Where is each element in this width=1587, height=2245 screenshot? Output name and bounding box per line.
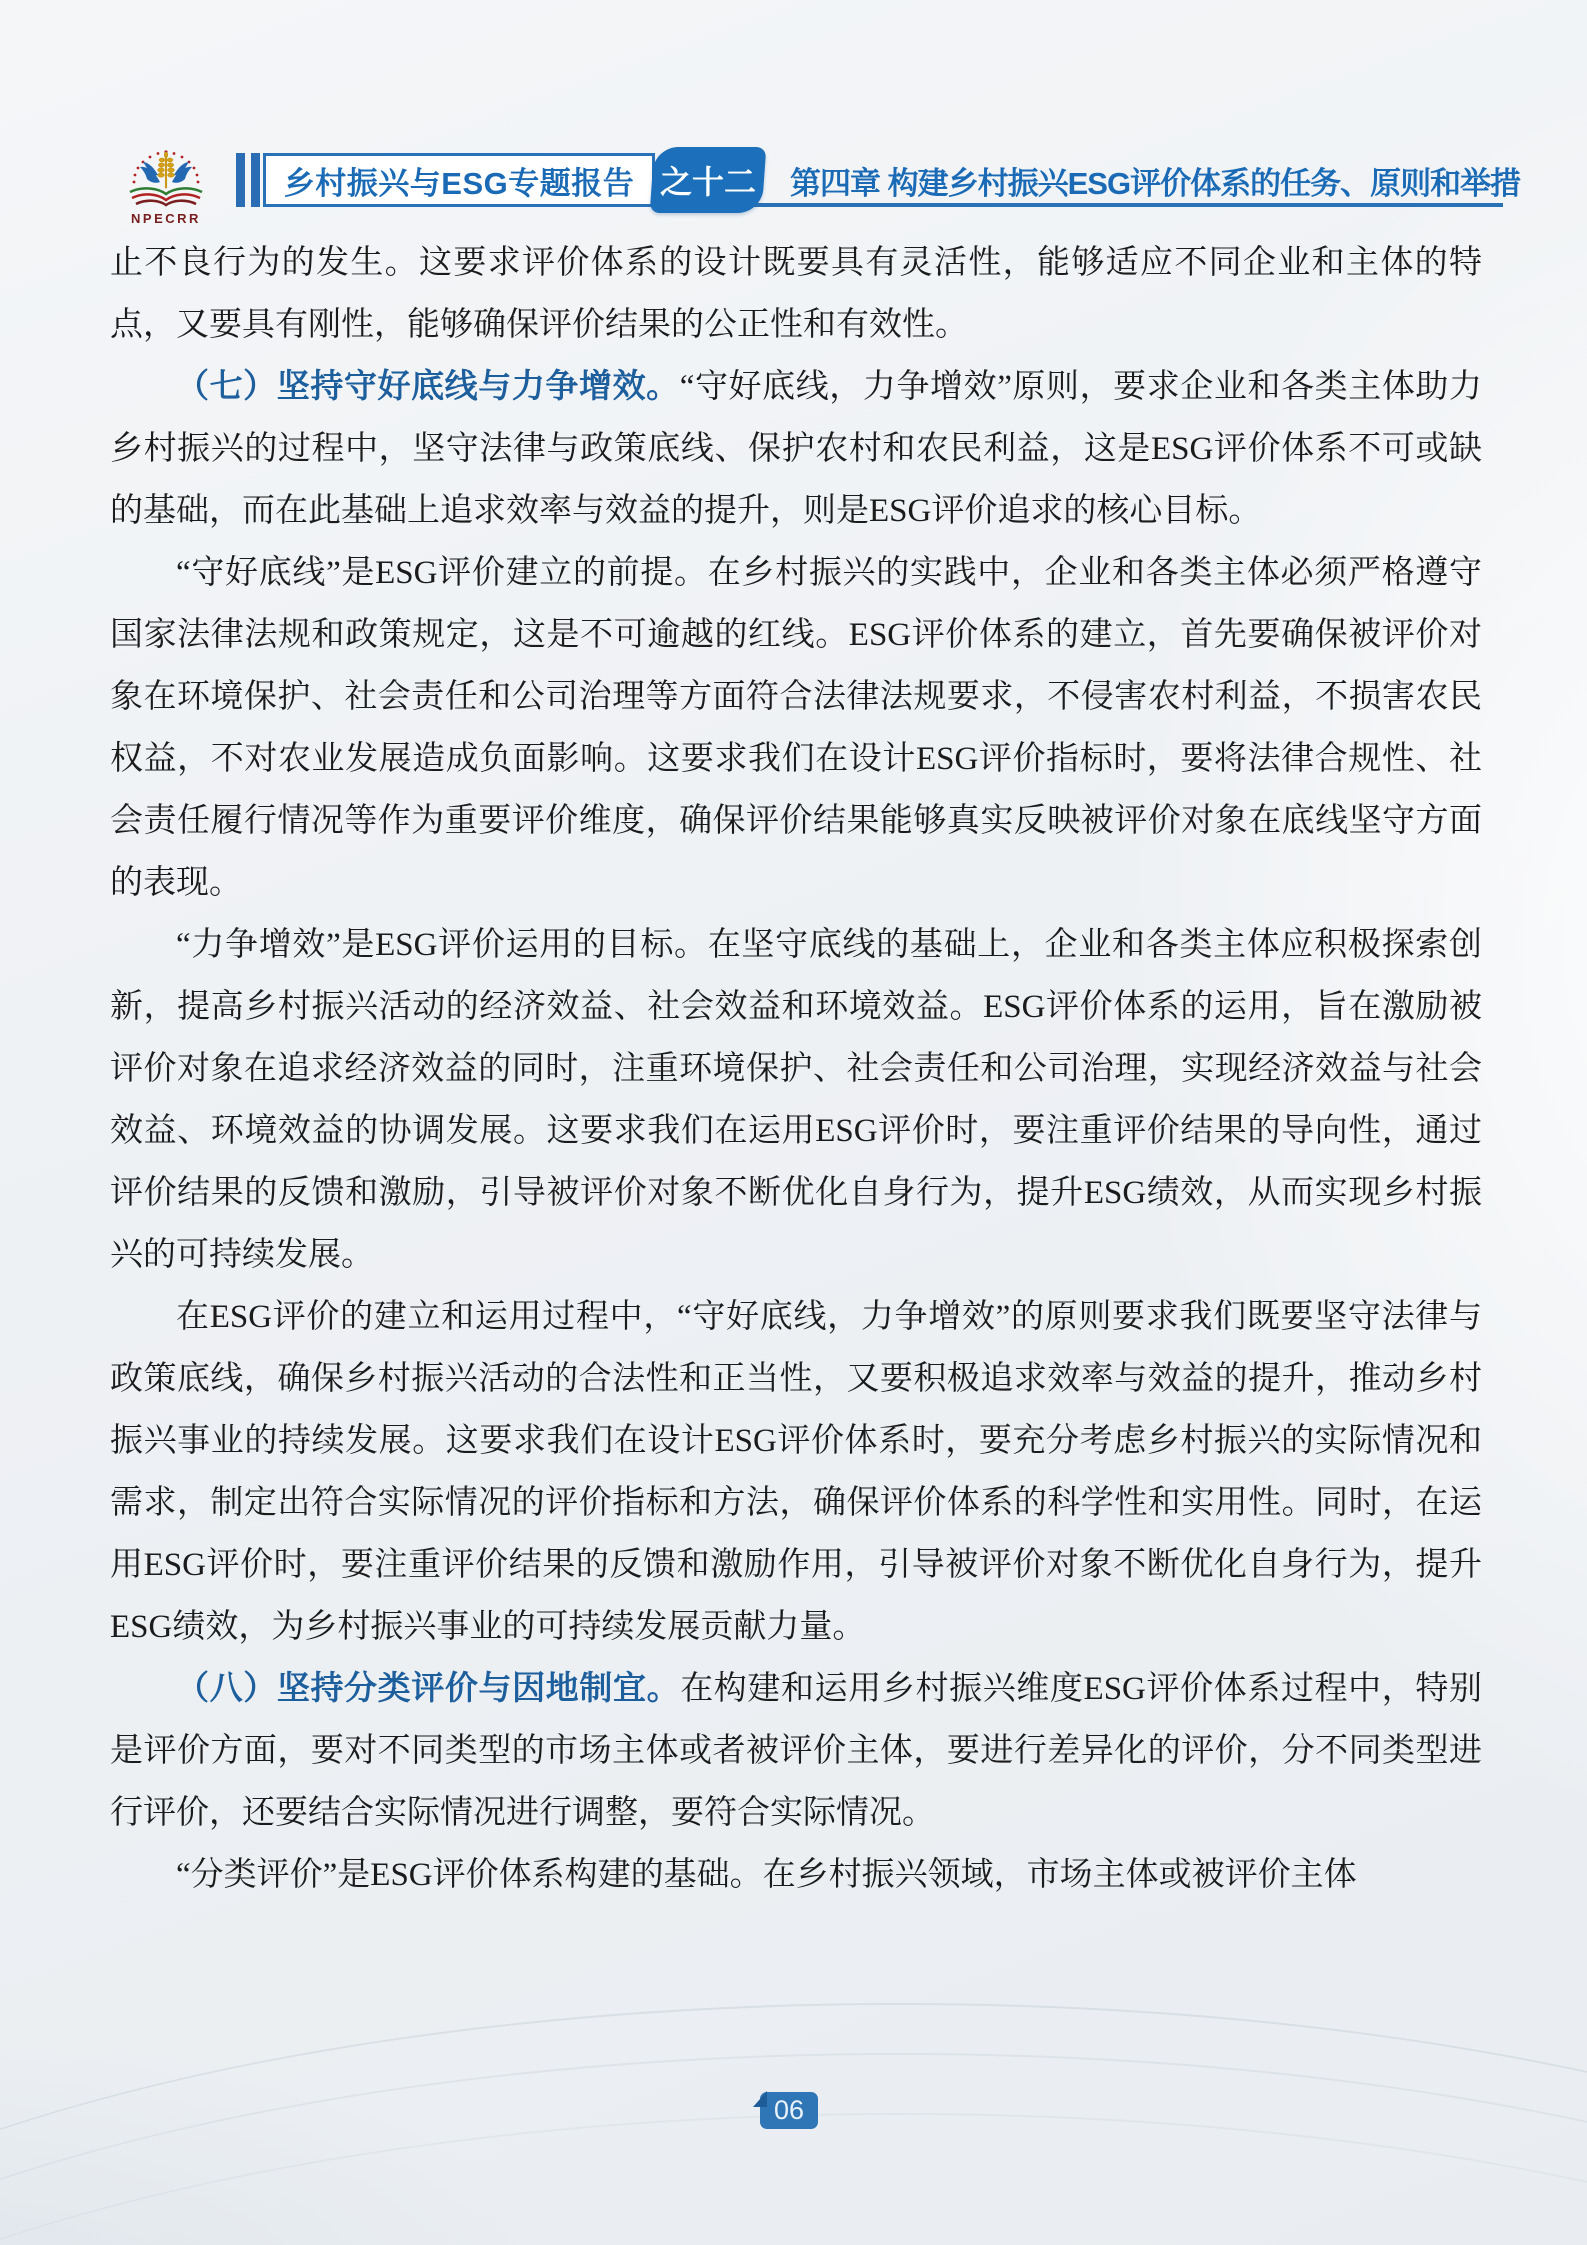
- paragraph: [110, 1844, 1482, 1906]
- body-segment: 在ESG评价的建立和运用过程中，“守好底线，力争增效”的原则要求我们既要坚守法律与政策底线，确保乡村振兴活动的合法性和正当性，又要积极追求效率与效益的提升，推动乡村振兴事业的持续发展。这要求我们在设计ESG评价体系时，要充分考虑乡村振兴的实际情况和需求，制定出符合实际情况的评价指标和方法，确保评价体系的科学性和实用性。同时，在运用ESG评价时，要注重评价结果的反馈和激励作用，引导被评价对象不断优化自身行为，提升ESG绩效，为乡村振兴事业的可持续发展贡献力量。: [110, 1299, 1482, 1645]
- page-number: 06: [773, 2095, 805, 2125]
- body-segment: “分类评价”是ESG评价体系构建的基础。在乡村振兴领域，市场主体或被评价主体: [176, 1857, 1357, 1893]
- body-segment: “守好底线，力争增效”原则，要求企业和各类主体助力乡村振兴的过程中，坚守法律与政策底线、保护农村和农民利益，这是ESG评价体系不可或缺的基础，而在此基础上追求效率与效益的提升，则是ESG评价追求的核心目标。: [110, 369, 1482, 529]
- issue-badge-label: 之十二: [659, 164, 756, 200]
- paragraph: [110, 232, 1482, 356]
- decorative-wave: [0, 2053, 1587, 2245]
- body-segment: 在构建和运用乡村振兴维度ESG评价体系过程中，特别是评价方面，要对不同类型的市场主体或者被评价主体，要进行差异化的评价，分不同类型进行评价，还要结合实际情况进行调整，要符合实际情况。: [110, 1671, 1483, 1831]
- npecrr-logo-icon: [116, 148, 216, 232]
- body-segment: “守好底线”是ESG评价建立的前提。在乡村振兴的实践中，企业和各类主体必须严格遵守国家法律法规和政策规定，这是不可逾越的红线。ESG评价体系的建立，首先要确保被评价对象在环境保护、社会责任和公司治理等方面符合法律法规要求，不侵害农村利益，不损害农民权益，不对农业发展造成负面影响。这要求我们在设计ESG评价指标时，要将法律合规性、社会责任履行情况等作为重要评价维度，确保评价结果能够真实反映被评价对象在底线坚守方面的表现。: [110, 555, 1482, 901]
- paragraph: [110, 1658, 1482, 1844]
- issue-badge: [650, 147, 767, 213]
- paragraph: [110, 1286, 1482, 1658]
- section-heading: （七）坚持守好底线与力争增效。: [176, 369, 680, 405]
- body-segment: “力争增效”是ESG评价运用的目标。在坚守底线的基础上，企业和各类主体应积极探索创新，提高乡村振兴活动的经济效益、社会效益和环境效益。ESG评价体系的运用，旨在激励被评价对象在追求经济效益的同时，注重环境保护、社会责任和公司治理，实现经济效益与社会效益、环境效益的协调发展。这要求我们在运用ESG评价时，要注重评价结果的导向性，通过评价结果的反馈和激励，引导被评价对象不断优化自身行为，提升ESG绩效，从而实现乡村振兴的可持续发展。: [110, 927, 1482, 1273]
- chapter-title: 第四章 构建乡村振兴ESG评价体系的任务、原则和举措: [790, 165, 1521, 201]
- paragraph: [110, 914, 1482, 1286]
- header-accent-bars: [236, 153, 260, 207]
- report-title: 乡村振兴与ESG专题报告: [283, 165, 635, 201]
- logo-acronym: NPECRR: [131, 211, 201, 226]
- paragraph: [110, 542, 1482, 914]
- paragraph: [110, 356, 1482, 542]
- body-text: [110, 232, 1482, 1906]
- body-segment: 止不良行为的发生。这要求评价体系的设计既要具有灵活性，能够适应不同企业和主体的特点，又要具有刚性，能够确保评价结果的公正性和有效性。: [110, 245, 1482, 343]
- section-heading: （八）坚持分类评价与因地制宜。: [176, 1671, 681, 1707]
- decorative-wave: [0, 2113, 1587, 2245]
- report-title-box: [263, 153, 655, 207]
- page-number-badge: [760, 2092, 818, 2129]
- page-header: [0, 0, 1587, 240]
